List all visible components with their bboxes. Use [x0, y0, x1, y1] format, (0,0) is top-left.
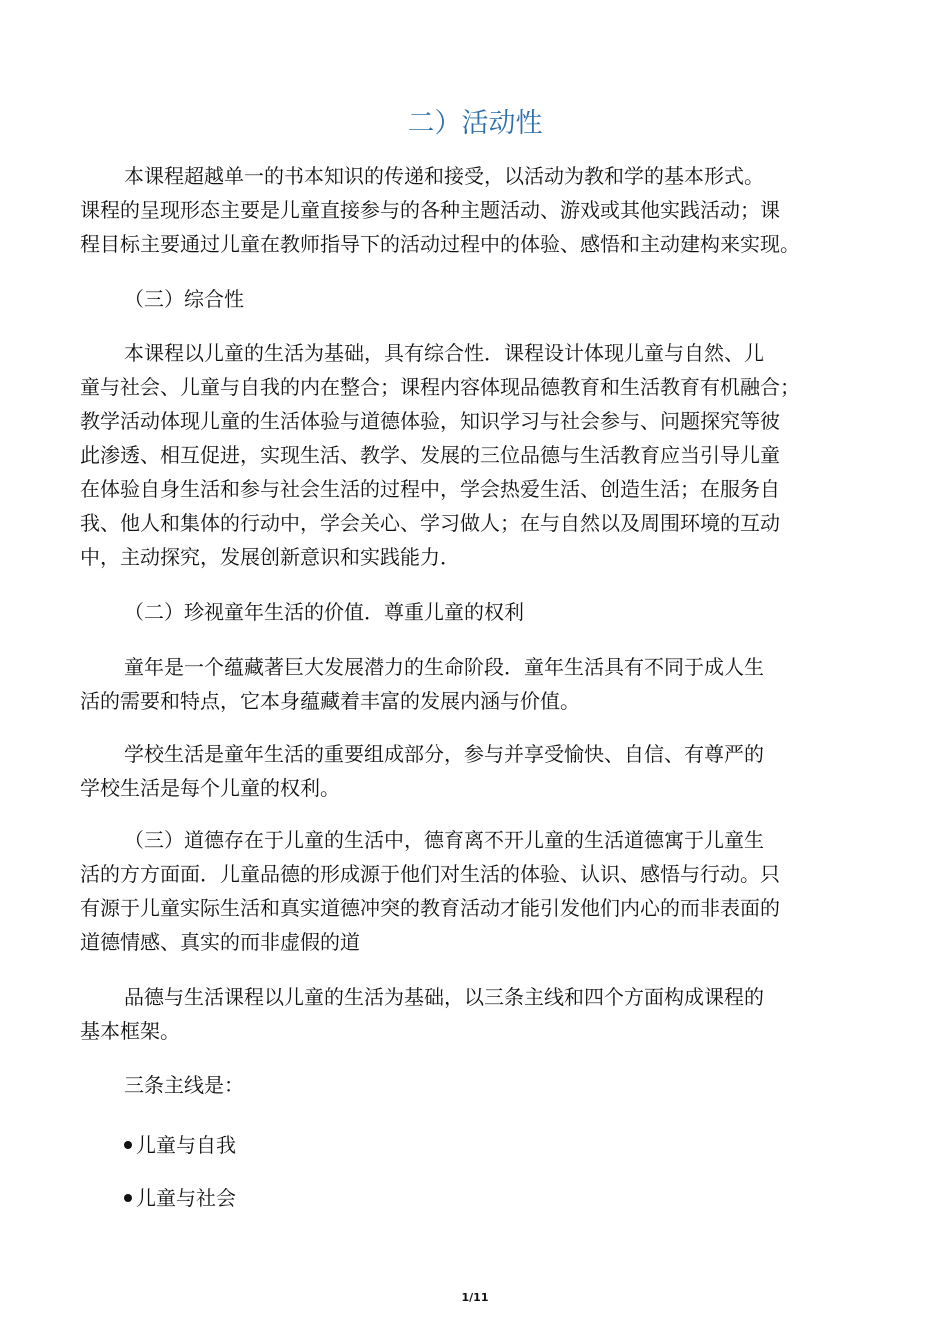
paragraph-line: 活的需要和特点，它本身蕴藏着丰富的发展内涵与价值。 [80, 689, 580, 713]
paragraph-childhood [80, 650, 874, 718]
paragraph-line: 程目标主要通过儿童在教师指导下的活动过程中的体验、感悟和主动建构来实现。 [80, 232, 800, 256]
subheading-text: （三）综合性 [124, 287, 244, 311]
paragraph-line: 本课程超越单一的书本知识的传递和接受，以活动为教和学的基本形式。 [124, 164, 764, 188]
paragraph-line: 道德情感、真实的而非虚假的道 [80, 930, 360, 954]
section-heading: 二）活动性 [407, 108, 543, 139]
paragraph-comprehensive [80, 336, 874, 574]
bullet-icon [124, 1141, 132, 1149]
list-item [124, 1181, 236, 1215]
paragraph-line: 学校生活是每个儿童的权利。 [80, 776, 340, 800]
paragraph-line: 教学活动体现儿童的生活体验与道德体验，知识学习与社会参与、问题探究等彼 [80, 409, 780, 433]
subheading-comprehensive [80, 282, 874, 316]
subheading-childhood-value [80, 595, 874, 629]
paragraph-line: 此渗透、相互促进，实现生活、教学、发展的三位品德与生活教育应当引导儿童 [80, 443, 780, 467]
paragraph-line: 本课程以儿童的生活为基础，具有综合性．课程设计体现儿童与自然、儿 [124, 341, 764, 365]
paragraph-line: 有源于儿童实际生活和真实道德冲突的教育活动才能引发他们内心的而非表面的 [80, 896, 780, 920]
paragraph-framework [80, 980, 874, 1048]
list-item-text: 儿童与自我 [136, 1133, 236, 1157]
page-number: 1/11 [461, 1291, 489, 1304]
subheading-text: （二）珍视童年生活的价值．尊重儿童的权利 [124, 600, 524, 624]
paragraph-school-life [80, 737, 874, 805]
bullet-icon [124, 1194, 132, 1202]
paragraph-morality [80, 823, 874, 959]
paragraph-line: （三）道德存在于儿童的生活中，德育离不开儿童的生活道德寓于儿童生 [124, 828, 764, 852]
paragraph-line: 品德与生活课程以儿童的生活为基础，以三条主线和四个方面构成课程的 [124, 985, 764, 1009]
list-item-text: 儿童与社会 [136, 1186, 236, 1210]
paragraph-line: 活的方方面面．儿童品德的形成源于他们对生活的体验、认识、感悟与行动。只 [80, 862, 780, 886]
paragraph-line: 我、他人和集体的行动中，学会关心、学习做人；在与自然以及周围环境的互动 [80, 511, 780, 535]
paragraph-line: 中，主动探究，发展创新意识和实践能力． [80, 545, 460, 569]
paragraph-line: 基本框架。 [80, 1019, 180, 1043]
paragraph-line: 童年是一个蕴藏著巨大发展潜力的生命阶段．童年生活具有不同于成人生 [124, 655, 764, 679]
paragraph-line: 在体验自身生活和参与社会生活的过程中，学会热爱生活、创造生活；在服务自 [80, 477, 780, 501]
paragraph-line: 童与社会、儿童与自我的内在整合；课程内容体现品德教育和生活教育有机融合； [80, 375, 800, 399]
paragraph-line: 学校生活是童年生活的重要组成部分，参与并享受愉快、自信、有尊严的 [124, 742, 764, 766]
paragraph-line: 课程的呈现形态主要是儿童直接参与的各种主题活动、游戏或其他实践活动；课 [80, 198, 780, 222]
paragraph-three-lines [80, 1068, 874, 1102]
paragraph-line: 三条主线是： [124, 1073, 244, 1097]
paragraph-activity [80, 159, 874, 261]
list-item [124, 1128, 236, 1162]
